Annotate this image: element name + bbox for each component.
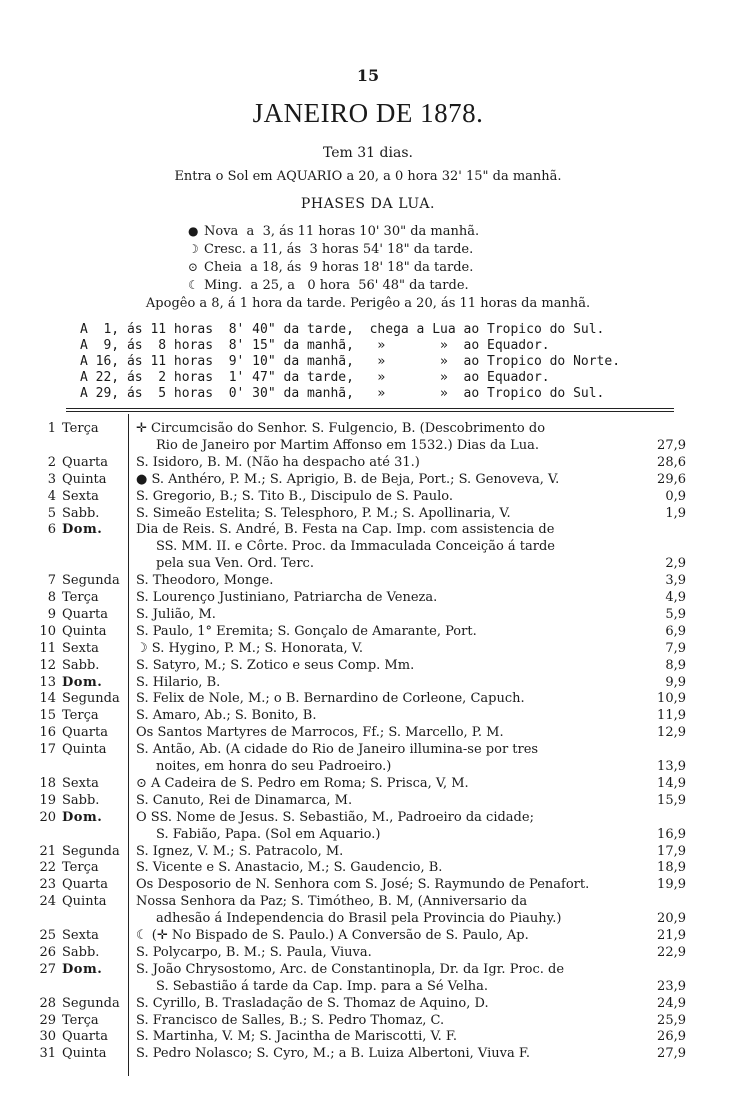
weekday: Quinta <box>62 471 107 487</box>
moon-age: 21,9 <box>657 928 686 943</box>
column-divider <box>128 414 129 1076</box>
day-label <box>30 859 126 877</box>
feast-text: S. Martinha, V. M; S. Jacintha de Mariscotti, V. F. <box>136 1029 458 1045</box>
page-number: 15 <box>356 66 380 85</box>
new-moon-icon: ● <box>188 224 199 238</box>
moon-age: 5,9 <box>665 606 686 622</box>
moon-age: 17,9 <box>657 843 686 859</box>
first-quarter-icon: ☽ <box>188 242 199 256</box>
feast-text: S. Canuto, Rei de Dinamarca, M. <box>136 792 353 808</box>
sun-entry: Entra o Sol em AQUARIO a 20, a 0 hora 32' 15" da manhã. <box>174 169 562 184</box>
divider-top <box>66 408 674 409</box>
feast-text: ⊙ A Cadeira de S. Pedro em Roma; S. Prisca, V, M. <box>136 775 469 791</box>
feast-text: ☾ (✛ No Bispado de S. Paulo.) A Conversão de S. Paulo, Ap. <box>136 928 529 943</box>
feast-text: S. Polycarpo, B. M.; S. Paula, Viuva. <box>136 944 372 960</box>
divider-top-second <box>66 411 674 412</box>
day-label <box>30 572 126 590</box>
moon-age: 15,9 <box>657 792 686 808</box>
apsides-line: Apogêo a 8, á 1 hora da tarde. Perigêo a 20, ás 11 horas da manhã. <box>145 296 591 311</box>
day-number: 27 <box>39 961 56 977</box>
day-label <box>30 792 126 810</box>
moon-age: 22,9 <box>657 944 686 960</box>
phases-title: PHASES DA LUA. <box>300 196 436 212</box>
weekday: Segunda <box>62 691 120 707</box>
feast-text: S. Felix de Nole, M.; o B. Bernardino de Corleone, Capuch. <box>136 691 525 707</box>
day-number: 5 <box>47 505 56 521</box>
weekday: Quarta <box>62 877 108 893</box>
feast-text: S. Julião, M. <box>136 606 216 622</box>
day-number: 8 <box>47 590 56 605</box>
page-title: JANEIRO DE 1878. <box>252 98 484 128</box>
day-number: 4 <box>47 488 56 504</box>
feast-text: S. Isidoro, B. M. (Não ha despacho até 31.) <box>136 454 420 470</box>
day-number: 7 <box>47 573 56 589</box>
phase-crescent: ☽ Cresc. a 11, ás 3 horas 54' 18" da tarde. <box>188 242 474 257</box>
last-quarter-icon: ☾ <box>188 278 199 292</box>
feast-text: Rio de Janeiro por Martim Affonso em 1532.) Dias da Lua. <box>156 437 540 453</box>
moon-age: 28,6 <box>657 454 686 470</box>
weekday: Sabb. <box>62 944 100 960</box>
day-number: 16 <box>39 725 56 741</box>
weekday: Segunda <box>62 995 120 1011</box>
day-number: 15 <box>39 708 56 724</box>
weekday: Terça <box>62 1012 99 1028</box>
day-label <box>30 876 126 894</box>
moon-age: 4,9 <box>665 590 686 605</box>
feast-text: Dia de Reis. S. André, B. Festa na Cap. Imp. com assistencia de <box>136 522 555 538</box>
weekday: Sexta <box>62 640 99 656</box>
day-label <box>30 420 126 438</box>
feast-text: O SS. Nome de Jesus. S. Sebastião, M., Padroeiro da cidade; <box>136 809 534 825</box>
feast-text: ✛ Circumcisão do Senhor. S. Fulgencio, B. (Descobrimento do <box>136 421 546 436</box>
day-number: 17 <box>39 742 56 758</box>
day-label <box>30 843 126 861</box>
weekday: Dom. <box>62 809 103 825</box>
moon-age: 10,9 <box>657 691 686 707</box>
day-number: 18 <box>39 775 56 791</box>
moon-age: 2,9 <box>665 556 686 572</box>
feast-text: S. Francisco de Salles, B.; S. Pedro Thomaz, C. <box>136 1012 445 1028</box>
moon-age: 29,6 <box>657 471 686 487</box>
moon-age: 26,9 <box>657 1029 686 1045</box>
weekday: Dom. <box>62 961 103 977</box>
moon-age: 14,9 <box>657 775 686 791</box>
moon-age: 24,9 <box>657 995 686 1011</box>
day-number: 1 <box>47 421 56 436</box>
moon-line: A 9, ás 8 horas 8' 15" da manhã, » » ao Equador. <box>80 338 550 353</box>
phase-full: ⊙ Cheia a 18, ás 9 horas 18' 18" da tarde. <box>188 260 474 275</box>
feast-text: adhesão á Independencia do Brasil pela Provincia do Piauhy.) <box>156 911 562 927</box>
day-number: 22 <box>39 860 56 876</box>
feast-text: noites, em honra do seu Padroeiro.) <box>156 759 392 774</box>
weekday: Quarta <box>62 606 108 622</box>
day-label <box>30 488 126 506</box>
weekday: Terça <box>62 708 99 724</box>
day-label <box>30 690 126 708</box>
day-label <box>30 1028 126 1046</box>
day-label <box>30 454 126 472</box>
day-number: 19 <box>39 792 56 808</box>
moon-age: 7,9 <box>665 640 686 656</box>
phase-waning: ☾ Ming. a 25, a 0 hora 56' 48" da tarde. <box>188 278 469 293</box>
day-label <box>30 1012 126 1030</box>
weekday: Terça <box>62 421 99 436</box>
feast-text: S. Pedro Nolasco; S. Cyro, M.; a B. Luiza Albertoni, Viuva F. <box>136 1046 530 1062</box>
moon-age: 3,9 <box>665 573 686 589</box>
weekday: Segunda <box>62 573 120 589</box>
weekday: Quinta <box>62 623 107 639</box>
moon-age: 20,9 <box>657 911 686 927</box>
weekday: Quinta <box>62 1046 107 1062</box>
feast-text: S. Sebastião á tarde da Cap. Imp. para a Sé Velha. <box>156 978 488 994</box>
day-number: 14 <box>39 691 56 707</box>
days-count: Tem 31 dias. <box>323 145 413 161</box>
day-number: 28 <box>39 995 56 1011</box>
day-label <box>30 657 126 675</box>
day-number: 10 <box>39 623 56 639</box>
feast-text: S. João Chrysostomo, Arc. de Constantinopla, Dr. da Igr. Proc. de <box>136 961 565 977</box>
feast-text: ● S. Anthéro, P. M.; S. Aprigio, B. de Beja, Port.; S. Genoveva, V. <box>136 471 560 487</box>
day-label <box>30 589 126 607</box>
feast-text: Nossa Senhora da Paz; S. Timótheo, B. M, (Anniversario da <box>136 894 528 910</box>
day-label <box>30 606 126 624</box>
feast-text: S. Antão, Ab. (A cidade do Rio de Janeiro illumina-se por tres <box>136 742 539 758</box>
day-number: 23 <box>39 877 56 893</box>
feast-text: S. Paulo, 1° Eremita; S. Gonçalo de Amarante, Port. <box>136 623 477 639</box>
weekday: Quarta <box>62 454 108 470</box>
day-label <box>30 809 126 827</box>
feast-text: SS. MM. II. e Côrte. Proc. da Immaculada Conceição á tarde <box>156 539 556 555</box>
feast-text: S. Vicente e S. Anastacio, M.; S. Gaudencio, B. <box>136 860 443 876</box>
day-label <box>30 674 126 692</box>
day-number: 12 <box>39 657 56 673</box>
feast-text: S. Satyro, M.; S. Zotico e seus Comp. Mm. <box>136 657 415 673</box>
weekday: Sabb. <box>62 657 100 673</box>
moon-age: 19,9 <box>657 877 686 893</box>
moon-age: 1,9 <box>665 505 686 521</box>
day-label <box>30 640 126 658</box>
phase-new: ● Nova a 3, ás 11 horas 10' 30" da manhã. <box>188 224 480 239</box>
day-number: 25 <box>39 928 56 943</box>
weekday: Sexta <box>62 775 99 791</box>
feast-text: pela sua Ven. Ord. Terc. <box>156 556 314 572</box>
moon-line: A 29, ás 5 horas 0' 30" da manhã, » » ao Tropico do Sul. <box>80 386 605 401</box>
weekday: Sexta <box>62 488 99 504</box>
feast-text: S. Cyrillo, B. Trasladação de S. Thomaz de Aquino, D. <box>136 995 489 1011</box>
moon-age: 12,9 <box>657 725 686 741</box>
day-label <box>30 724 126 742</box>
day-number: 26 <box>39 944 56 960</box>
weekday: Sabb. <box>62 505 100 521</box>
day-label <box>30 741 126 759</box>
weekday: Terça <box>62 590 99 605</box>
feast-text: S. Ignez, V. M.; S. Patracolo, M. <box>136 843 344 859</box>
moon-line: A 1, ás 11 horas 8' 40" da tarde, chega a Lua ao Tropico do Sul. <box>80 322 605 337</box>
day-label <box>30 961 126 979</box>
feast-text: Os Desposorio de N. Senhora com S. José; S. Raymundo de Penafort. <box>136 877 590 893</box>
moon-line: A 22, ás 2 horas 1' 47" da tarde, » » ao Equador. <box>80 370 550 385</box>
moon-age: 27,9 <box>657 437 686 453</box>
feast-text: S. Amaro, Ab.; S. Bonito, B. <box>136 708 317 724</box>
day-label <box>30 995 126 1013</box>
feast-text: Os Santos Martyres de Marrocos, Ff.; S. Marcello, P. M. <box>136 725 504 741</box>
moon-age: 18,9 <box>657 860 686 876</box>
day-number: 31 <box>39 1046 56 1062</box>
day-number: 2 <box>47 454 56 470</box>
moon-age: 13,9 <box>657 759 686 774</box>
weekday: Dom. <box>62 522 103 538</box>
feast-text: S. Simeão Estelita; S. Telesphoro, P. M.; S. Apollinaria, V. <box>136 505 511 521</box>
moon-age: 9,9 <box>665 674 686 690</box>
feast-text: S. Gregorio, B.; S. Tito B., Discipulo de S. Paulo. <box>136 488 454 504</box>
day-label <box>30 944 126 962</box>
day-label <box>30 1045 126 1063</box>
feast-text: S. Fabião, Papa. (Sol em Aquario.) <box>156 826 381 842</box>
day-label <box>30 707 126 725</box>
full-moon-icon: ⊙ <box>188 260 199 274</box>
day-label <box>30 471 126 489</box>
day-label <box>30 775 126 793</box>
feast-text: S. Theodoro, Monge. <box>136 573 274 589</box>
moon-line: A 16, ás 11 horas 9' 10" da manhã, » » ao Tropico do Norte. <box>80 354 621 369</box>
day-number: 30 <box>39 1029 56 1045</box>
feast-text: S. Lourenço Justiniano, Patriarcha de Veneza. <box>136 590 438 605</box>
day-number: 29 <box>39 1012 56 1028</box>
day-label <box>30 893 126 911</box>
moon-age: 25,9 <box>657 1012 686 1028</box>
weekday: Quinta <box>62 894 107 910</box>
moon-age: 16,9 <box>657 826 686 842</box>
day-number: 20 <box>39 809 56 825</box>
day-label <box>30 927 126 945</box>
feast-text: S. Hilario, B. <box>136 674 221 690</box>
weekday: Quarta <box>62 1029 108 1045</box>
weekday: Quarta <box>62 725 108 741</box>
feast-text: ☽ S. Hygino, P. M.; S. Honorata, V. <box>136 640 363 656</box>
day-number: 24 <box>39 894 56 910</box>
moon-age: 27,9 <box>657 1046 686 1062</box>
weekday: Sexta <box>62 928 99 943</box>
day-label <box>30 521 126 539</box>
moon-age: 0,9 <box>665 488 686 504</box>
moon-age: 11,9 <box>657 708 686 724</box>
weekday: Terça <box>62 860 99 876</box>
weekday: Segunda <box>62 843 120 859</box>
day-number: 11 <box>39 640 56 656</box>
weekday: Sabb. <box>62 792 100 808</box>
weekday: Quinta <box>62 742 107 758</box>
day-label <box>30 505 126 523</box>
day-number: 3 <box>47 471 56 487</box>
day-label <box>30 623 126 641</box>
day-number: 9 <box>47 606 56 622</box>
weekday: Dom. <box>62 674 103 690</box>
day-number: 13 <box>39 674 56 690</box>
moon-age: 23,9 <box>657 978 686 994</box>
day-number: 6 <box>47 522 56 538</box>
moon-age: 8,9 <box>665 657 686 673</box>
moon-age: 6,9 <box>665 623 686 639</box>
day-number: 21 <box>39 843 56 859</box>
